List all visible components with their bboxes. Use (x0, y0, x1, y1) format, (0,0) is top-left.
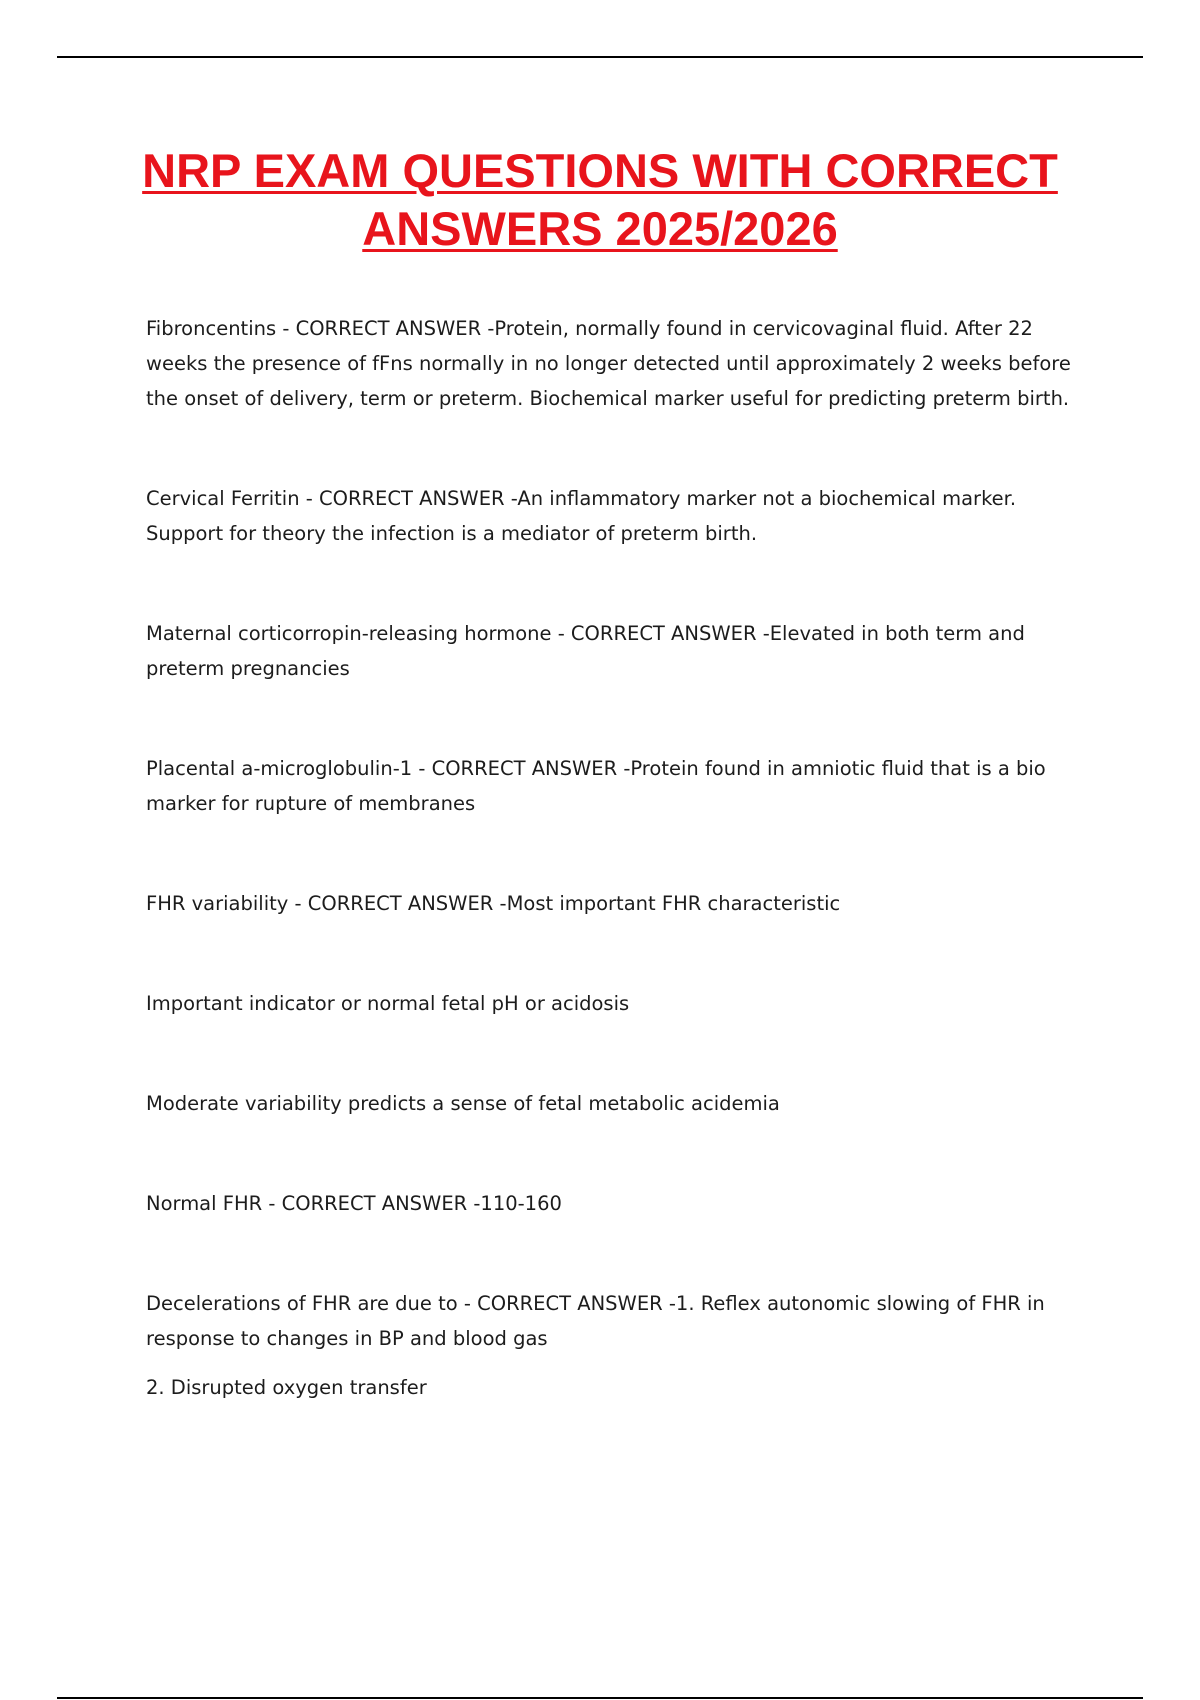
qa-entry-fibronectins (146, 311, 1086, 416)
entry-separator: - CORRECT ANSWER - (412, 757, 631, 780)
entry-separator: - CORRECT ANSWER - (262, 1192, 481, 1215)
qa-entry-decelerations-item-2 (146, 1370, 1086, 1405)
entry-answer: Elevated in both term and preterm pregnancies (146, 622, 1025, 680)
entry-term: Cervical Ferritin (146, 487, 300, 510)
entry-term: Decelerations of FHR are due to (146, 1292, 458, 1315)
qa-entry-normal-fhr (146, 1186, 1086, 1221)
entry-answer: Protein found in amniotic fluid that is a bio marker for rupture of membranes (146, 757, 1046, 815)
entry-separator: - CORRECT ANSWER - (457, 1292, 676, 1315)
entry-separator: - CORRECT ANSWER - (276, 317, 495, 340)
entry-text: 2. Disrupted oxygen transfer (146, 1376, 427, 1399)
document-title (100, 142, 1100, 258)
entry-answer: 110-160 (480, 1192, 562, 1215)
entry-answer: An inflammatory marker not a biochemical marker. Support for theory the infection is a mediator of preterm birth. (146, 487, 1017, 545)
entry-text: Moderate variability predicts a sense of fetal metabolic acidemia (146, 1092, 780, 1115)
qa-entry-note-indicator (146, 986, 1086, 1021)
title-line-1: NRP EXAM QUESTIONS WITH CORRECT (142, 144, 1058, 197)
qa-entry-decelerations (146, 1286, 1086, 1356)
entry-term: Normal FHR (146, 1192, 263, 1215)
entry-separator: - CORRECT ANSWER - (288, 892, 507, 915)
entry-term: Placental a-microglobulin-1 (146, 757, 413, 780)
entry-separator: - CORRECT ANSWER - (551, 622, 770, 645)
entry-answer: 1. Reflex autonomic slowing of FHR in response to changes in BP and blood gas (146, 1292, 1045, 1350)
entry-text: Important indicator or normal fetal pH or acidosis (146, 992, 630, 1015)
entry-answer: Protein, normally found in cervicovaginal fluid. After 22 weeks the presence of fFns normally in no longer detected until approximately 2 weeks before the onset of delivery, term or preterm. Biochemical marker useful for predicting preterm birth. (146, 317, 1071, 410)
qa-list (146, 311, 1086, 1470)
qa-entry-maternal-crh (146, 616, 1086, 686)
qa-entry-placental-microglobulin (146, 751, 1086, 821)
qa-entry-note-moderate-variability (146, 1086, 1086, 1121)
entry-term: Fibroncentins (146, 317, 277, 340)
qa-entry-fhr-variability (146, 886, 1086, 921)
entry-answer: Most important FHR characteristic (506, 892, 841, 915)
entry-separator: - CORRECT ANSWER - (299, 487, 518, 510)
entry-term: FHR variability (146, 892, 289, 915)
title-line-2: ANSWERS 2025/2026 (362, 202, 838, 255)
entry-term: Maternal corticorropin-releasing hormone (146, 622, 552, 645)
qa-entry-cervical-ferritin (146, 481, 1086, 551)
top-divider (57, 56, 1143, 58)
bottom-divider (57, 1697, 1143, 1699)
